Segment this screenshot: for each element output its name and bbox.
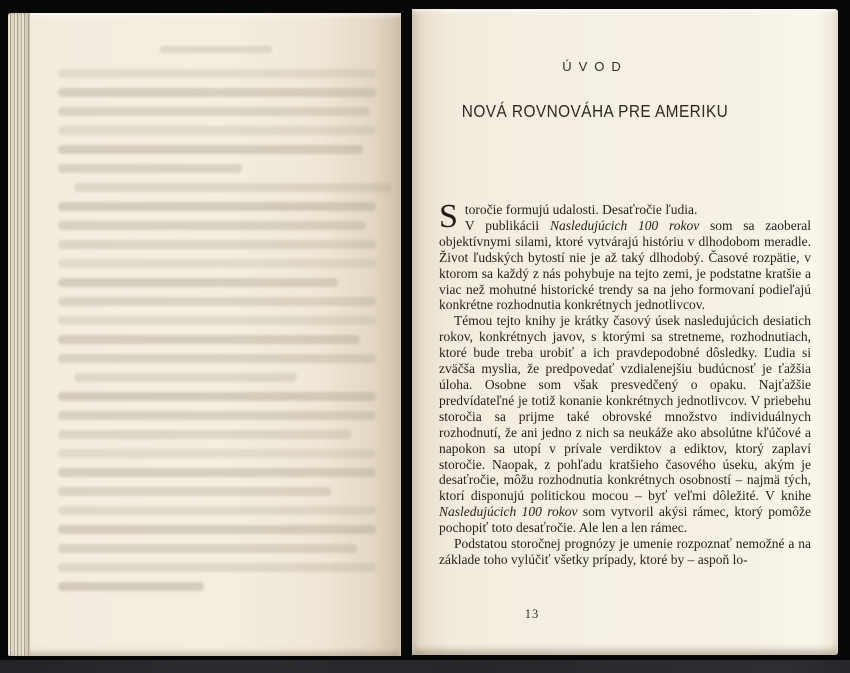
bleed-through-line <box>58 506 376 515</box>
bleed-through-heading <box>160 46 272 53</box>
chapter-kicker: ÚVOD <box>562 59 628 74</box>
bleed-through-line <box>58 297 376 306</box>
drop-cap: S <box>439 198 458 235</box>
bleed-through-line <box>74 373 297 382</box>
bleed-through-line <box>58 544 357 553</box>
bleed-through-line <box>58 487 331 496</box>
bleed-through-line <box>58 164 242 173</box>
chapter-title: NOVÁ ROVNOVÁHA PRE AMERIKU <box>461 101 729 121</box>
bleed-through-line <box>58 563 376 572</box>
bleed-through-line <box>58 449 376 458</box>
page-number: 13 <box>524 607 540 621</box>
bleed-through-line <box>58 468 376 477</box>
page-edge-stripes <box>8 13 30 656</box>
body-paragraph: Storočie formujú udalosti. Desaťročie ľudia. V publikácii Nasledujúcich 100 rokov som sa zaoberal objektívnymi silami, ktoré vytvárajú históriu v dlhodobom meradle. Život ľudských bytostí nie je až taký dlhodobý. Časové rozpätie, v ktorom sa každý z nás pohybuje na tejto zemi, je podstatne kratšie a viac než mohutné historické trendy sa na jeho formovaní podieľajú konkrétne rozhodnutia konkrétnych jednotlivcov. <box>439 198 811 313</box>
right-page <box>412 9 838 655</box>
bleed-through-line <box>58 107 370 116</box>
bleed-through-line <box>58 582 204 591</box>
bleed-through-line <box>58 259 376 268</box>
bleed-through-line <box>58 430 351 439</box>
bleed-through-line <box>58 525 376 534</box>
left-page <box>8 13 401 656</box>
bleed-through-line <box>58 126 376 135</box>
bleed-through-line <box>58 221 366 230</box>
bleed-through-line <box>58 335 360 344</box>
bleed-through-line <box>58 392 376 401</box>
body-paragraph: Podstatou storočnej prognózy je umenie rozpoznať nemožné a na základe toho vylúčiť všetky prípady, ktoré by – aspoň lo- <box>439 536 811 567</box>
bleed-through-line <box>58 202 376 211</box>
body-paragraph: Témou tejto knihy je krátky časový úsek nasledujúcich desiatich rokov, konkrétnych javov, s ktorými sa stretneme, rozhodnutiach, ktoré bude treba urobiť a ich pravdepodobné dôsledky. Ľudia si zväčša myslia, že predpovedať vzdialenejšiu budúcnosť je ťažšia úloha. Osobne som však presvedčený o opaku. Najťažšie predvídateľné je totiž konanie konkrétnych jednotlivcov. V priebehu storočia sa prijme také obrovské množstvo individuálnych rozhodnutí, že ani jedno z nich sa neukáže ako absolútne kľúčové a napokon sa utopí v prívale verdiktov a ediktov, ktorý zaplaví storočie. Naopak, z pohľadu kratšieho časového úseku, akým je desaťročie, môžu rozhodnutia konkrétnych osobností – najmä tých, ktorí disponujú politickou mocou – byť veľmi dôležité. V knihe Nasledujúcich 100 rokov som vytvoril akýsi rámec, ktorý pomôže pochopiť toto desaťročie. Ale len a len rámec. <box>439 313 811 536</box>
bleed-through-line <box>58 145 363 154</box>
bleed-through-line <box>58 316 376 325</box>
bleed-through-lines <box>58 69 376 601</box>
bleed-through-line <box>58 278 338 287</box>
bleed-through-line <box>74 183 392 192</box>
bleed-through-line <box>58 88 376 97</box>
bleed-through-line <box>58 240 376 249</box>
book-cover-bottom-edge <box>0 660 850 673</box>
bleed-through-line <box>58 69 376 78</box>
bleed-through-line <box>58 354 376 363</box>
bleed-through-line <box>58 411 376 420</box>
body-text <box>439 198 811 568</box>
